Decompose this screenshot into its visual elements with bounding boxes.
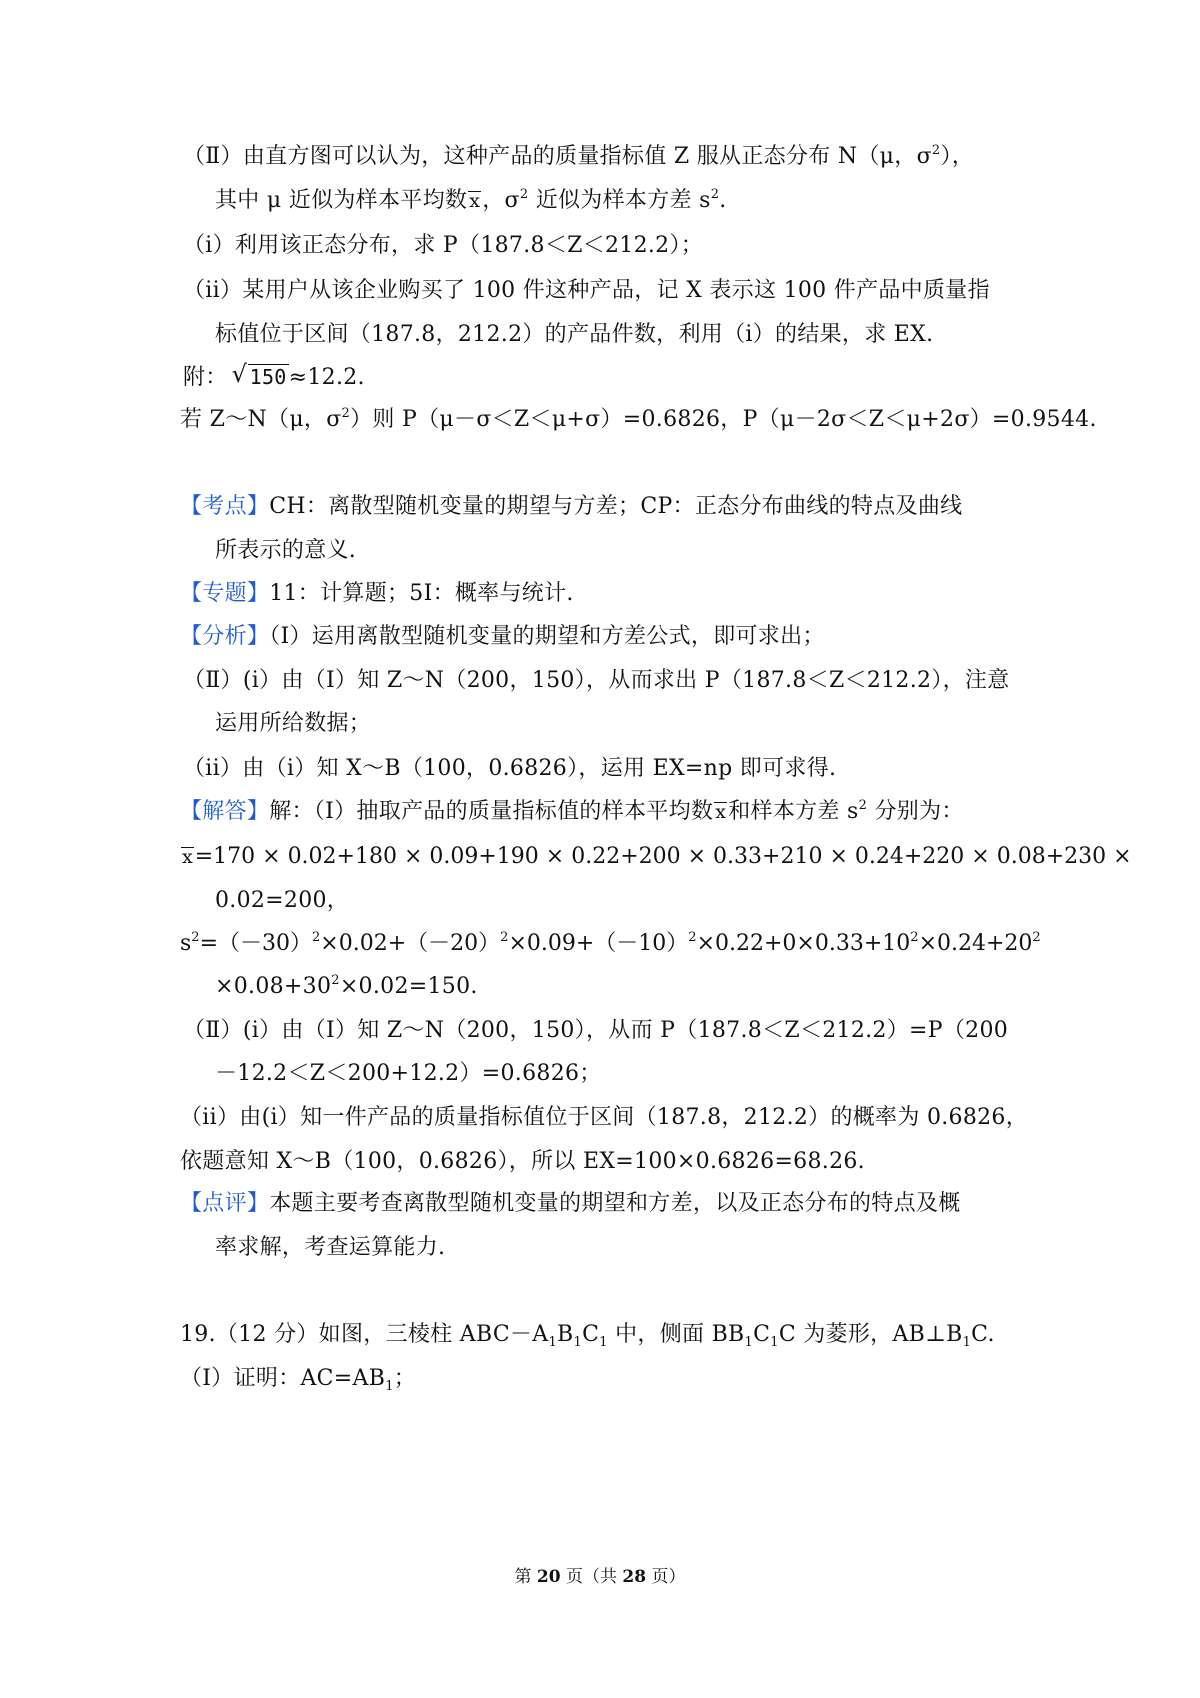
part3-solution-line1: （ii）由(i）知一件产品的质量指标值位于区间（187.8，212.2）的概率为 0.6826，: [180, 1105, 1029, 1130]
text: 分别为：: [867, 799, 964, 824]
subscript: 1: [962, 1335, 972, 1350]
kaodian-tag: 【考点】: [180, 494, 270, 519]
question-i: （i）利用该正态分布，求 P（187.8＜Z＜212.2）；: [183, 233, 704, 258]
dianping-line1: [180, 1189, 961, 1219]
fenxi-line1: [180, 622, 825, 652]
text: CH：离散型随机变量的期望与方差；CP：正态分布曲线的特点及曲线: [269, 494, 963, 519]
text: 页（共: [560, 1567, 623, 1587]
text: ×0.02+（－20）: [320, 931, 501, 956]
superscript: 2: [331, 973, 340, 988]
xbar-symbol: x: [469, 190, 481, 212]
text: ；: [393, 1366, 417, 1391]
dianping-tag: 【点评】: [180, 1191, 270, 1216]
superscript: 2: [341, 406, 351, 421]
part2-solution-line1: （Ⅱ）(i）由（Ⅰ）知 Z～N（200，150），从而 P（187.8＜Z＜212.2）=P（200: [183, 1018, 1009, 1043]
superscript: 2: [500, 930, 509, 945]
part2-line1: [183, 142, 974, 172]
superscript: 2: [688, 930, 697, 945]
appendix-value: ≈12.2.: [288, 365, 365, 390]
text: ，σ: [482, 188, 520, 213]
text: =（－30）: [199, 931, 313, 956]
text: .: [719, 188, 727, 213]
jieda-line1: [180, 797, 964, 827]
subscript: 1: [770, 1335, 779, 1350]
text: （Ⅰ）运用离散型随机变量的期望和方差公式，即可求出；: [269, 624, 825, 649]
appendix: [183, 362, 365, 393]
text: ）则 P（μ－σ＜Z＜μ+σ）=0.6826，P（μ－2σ＜Z＜μ+2σ）=0.9544.: [350, 407, 1097, 432]
fenxi-tag: 【分析】: [180, 624, 270, 649]
part3-solution-line2: 依题意知 X～B（100，0.6826），所以 EX=100×0.6826=68.26.: [180, 1149, 865, 1174]
total-pages: 28: [622, 1567, 647, 1587]
superscript: 2: [191, 930, 200, 945]
subscript: 1: [548, 1335, 558, 1350]
text: ×0.22+0×0.33+10: [696, 931, 911, 956]
superscript: 2: [312, 930, 321, 945]
radicand: 150: [249, 365, 287, 389]
text: ×0.02=150.: [339, 974, 478, 999]
variance-line1: [180, 929, 1041, 959]
mean-calc-line2: 0.02=200，: [215, 888, 350, 913]
text: =170 × 0.02+180 × 0.09+190 × 0.22+200 × 0.33+210 × 0.24+220 × 0.08+230 ×: [194, 844, 1132, 869]
dianping-line2: 率求解，考查运算能力.: [215, 1235, 446, 1260]
text: C.: [971, 1322, 995, 1347]
subscript: 1: [573, 1335, 583, 1350]
text: C: [753, 1322, 771, 1347]
text: s: [180, 931, 192, 956]
superscript: 2: [710, 187, 720, 202]
sqrt-expression: [232, 362, 289, 393]
text: （Ⅰ）证明：AC=AB: [180, 1366, 386, 1391]
xbar-symbol: x: [715, 801, 727, 823]
kaodian-line2: 所表示的意义.: [215, 538, 357, 563]
superscript: 2: [858, 798, 868, 813]
subscript: 1: [385, 1379, 394, 1394]
normal-fact: [180, 405, 1097, 435]
text: ×0.08+30: [215, 974, 332, 999]
superscript: 2: [519, 187, 529, 202]
text: B: [557, 1322, 574, 1347]
question-ii-line2: 标值位于区间（187.8，212.2）的产品件数，利用（i）的结果，求 EX.: [215, 322, 934, 347]
text: ×0.09+（－10）: [508, 931, 689, 956]
text: 11：计算题；5I：概率与统计.: [269, 581, 574, 606]
sqrt-icon: √: [231, 360, 248, 388]
text: 中，侧面 BB: [607, 1322, 745, 1347]
text: C 为菱形，AB⊥B: [778, 1322, 963, 1347]
kaodian-line1: [180, 492, 962, 522]
mean-calc-line1: [180, 842, 1132, 872]
question-ii-line1: （ii）某用户从该企业购买了 100 件这种产品，记 X 表示这 100 件产品中质量指: [183, 278, 990, 303]
variance-line2: [215, 972, 478, 1002]
part2-line2: [215, 186, 727, 216]
subscript: 1: [599, 1335, 608, 1350]
fenxi-line4: （ii）由（i）知 X～B（100，0.6826），运用 EX=np 即可求得.: [183, 756, 837, 781]
page-footer: [0, 1562, 1200, 1587]
jieda-tag: 【解答】: [180, 799, 270, 824]
subscript: 1: [744, 1335, 754, 1350]
fenxi-line2: （Ⅱ）(i）由（Ⅰ）知 Z～N（200，150），从而求出 P（187.8＜Z＜212.2），注意: [183, 668, 1010, 693]
fenxi-line3: 运用所给数据；: [215, 711, 372, 736]
text: 页）: [646, 1567, 686, 1587]
text: C: [582, 1322, 600, 1347]
text: 和样本方差 s: [728, 799, 859, 824]
text: ×0.24+20: [918, 931, 1033, 956]
zhuanti: [180, 579, 574, 609]
superscript: 2: [1032, 930, 1041, 945]
text: 第: [514, 1567, 537, 1587]
part2-solution-line2: －12.2＜Z＜200+12.2）=0.6826；: [215, 1061, 602, 1086]
appendix-label: 附：: [183, 365, 228, 390]
text: （Ⅱ）由直方图可以认为，这种产品的质量指标值 Z 服从正态分布 N（μ，σ: [183, 144, 932, 169]
question-19: [180, 1320, 995, 1350]
text: 其中 μ 近似为样本平均数: [215, 188, 468, 213]
text: ），: [940, 144, 975, 169]
text: 19.（12 分）如图，三棱柱 ABC－A: [180, 1322, 549, 1347]
text: 本题主要考查离散型随机变量的期望和方差，以及正态分布的特点及概: [269, 1191, 961, 1216]
superscript: 2: [910, 930, 919, 945]
page-number: 20: [536, 1567, 561, 1587]
superscript: 2: [931, 143, 941, 158]
text: 解：（Ⅰ）抽取产品的质量指标值的样本平均数: [269, 799, 714, 824]
question-19-part1: [180, 1364, 416, 1394]
text: 近似为样本方差 s: [528, 188, 711, 213]
xbar-symbol: x: [182, 846, 193, 868]
zhuanti-tag: 【专题】: [180, 581, 270, 606]
text: 若 Z～N（μ，σ: [180, 407, 342, 432]
